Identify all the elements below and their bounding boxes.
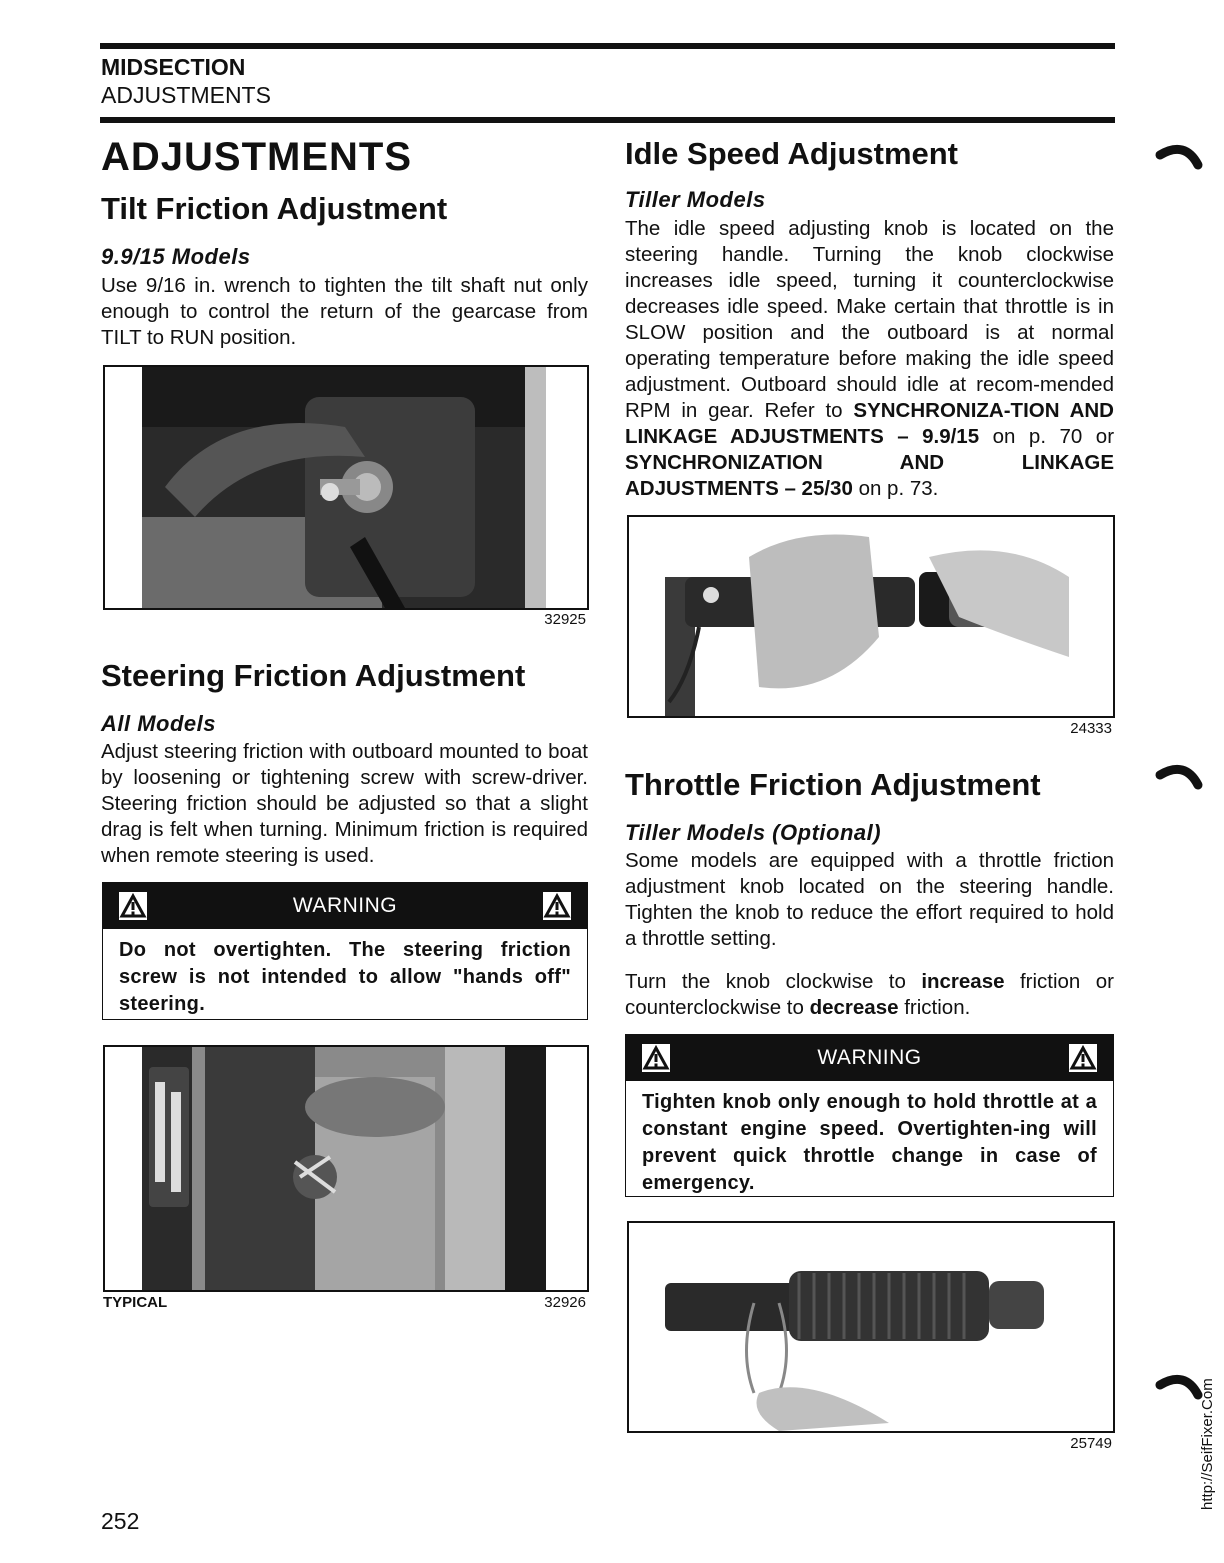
idle-figure bbox=[627, 515, 1115, 718]
throttle-figure-number: 25749 bbox=[1070, 1435, 1112, 1452]
tilt-shaft-photo bbox=[105, 367, 587, 608]
steering-figure-number: 32926 bbox=[544, 1294, 586, 1311]
throttle-subheading: Tiller Models (Optional) bbox=[625, 820, 882, 845]
warning-triangle-icon bbox=[543, 892, 571, 920]
tilt-heading: Tilt Friction Adjustment bbox=[101, 191, 448, 226]
watermark-url: http://SeifFixer.Com bbox=[1199, 1378, 1216, 1510]
warning-header bbox=[103, 883, 587, 929]
warning-text: Tighten knob only enough to hold throttle at a constant engine speed. Overtighten-ing will prevent quick throttle change in case of emergency. bbox=[642, 1091, 1097, 1194]
page-number: 252 bbox=[101, 1508, 140, 1534]
header-rule bbox=[100, 117, 1115, 123]
tilt-figure-number: 32925 bbox=[544, 611, 586, 628]
binding-marks bbox=[1150, 130, 1210, 1430]
idle-subheading: Tiller Models bbox=[625, 187, 766, 212]
tilt-figure bbox=[103, 365, 589, 610]
throttle-warning bbox=[625, 1034, 1114, 1197]
throttle-body-2: Turn the knob clockwise to increase friction or counterclockwise to decrease friction. bbox=[625, 970, 1114, 1019]
warning-title: WARNING bbox=[292, 894, 398, 917]
steering-figure-caption: TYPICAL bbox=[103, 1294, 168, 1311]
idle-figure-number: 24333 bbox=[1070, 720, 1112, 737]
throttle-heading: Throttle Friction Adjustment bbox=[625, 767, 1041, 802]
tilt-subheading: 9.9/15 Models bbox=[101, 244, 251, 269]
steering-figure bbox=[103, 1045, 589, 1292]
subsection-title: ADJUSTMENTS bbox=[101, 82, 271, 108]
top-rule bbox=[100, 43, 1115, 49]
warning-header bbox=[626, 1035, 1113, 1081]
steering-screw-photo bbox=[105, 1047, 587, 1290]
idle-knob-photo bbox=[629, 517, 1113, 716]
steering-body: Adjust steering friction with outboard mounted to boat by loosening or tightening screw with screw-driver. Steering friction should be adjusted so that a slight drag is felt when turning. Minimum friction is required when remote steering is used. bbox=[101, 740, 588, 867]
tilt-body: Use 9/16 in. wrench to tighten the tilt shaft nut only enough to control the return of the gearcase from TILT to RUN position. bbox=[101, 274, 588, 349]
steering-subheading: All Models bbox=[101, 711, 217, 736]
warning-text: Do not overtighten. The steering friction screw is not intended to allow "hands off" steering. bbox=[119, 939, 571, 1015]
throttle-figure bbox=[627, 1221, 1115, 1433]
idle-heading: Idle Speed Adjustment bbox=[625, 136, 959, 171]
warning-triangle-icon bbox=[1069, 1044, 1097, 1072]
steering-heading: Steering Friction Adjustment bbox=[101, 658, 526, 693]
page-title: ADJUSTMENTS bbox=[101, 135, 413, 179]
steering-warning bbox=[102, 882, 588, 1020]
section-title: MIDSECTION bbox=[101, 54, 246, 80]
throttle-grip-photo bbox=[629, 1223, 1113, 1431]
throttle-body-1: Some models are equipped with a throttle friction adjustment knob located on the steering handle. Tighten the knob to reduce the effort required to hold a throttle setting. bbox=[625, 849, 1114, 950]
idle-body: The idle speed adjusting knob is located on the steering handle. Turning the knob clockwise increases idle speed, turning it counterclockwise decreases idle speed. Make certain that throttle is in SLOW position and the outboard is at normal operating temperature before making the idle speed adjustment. Outboard should idle at recom-mended RPM in gear. Refer to SYNCHRONIZA-TION AND LINKAGE ADJUSTMENTS – 9.9/15 on p. 70 or SYNCHRONIZATION AND LINKAGE ADJUSTMENTS – 25/30 on p. 73. bbox=[625, 217, 1115, 500]
warning-title: WARNING bbox=[817, 1046, 922, 1069]
